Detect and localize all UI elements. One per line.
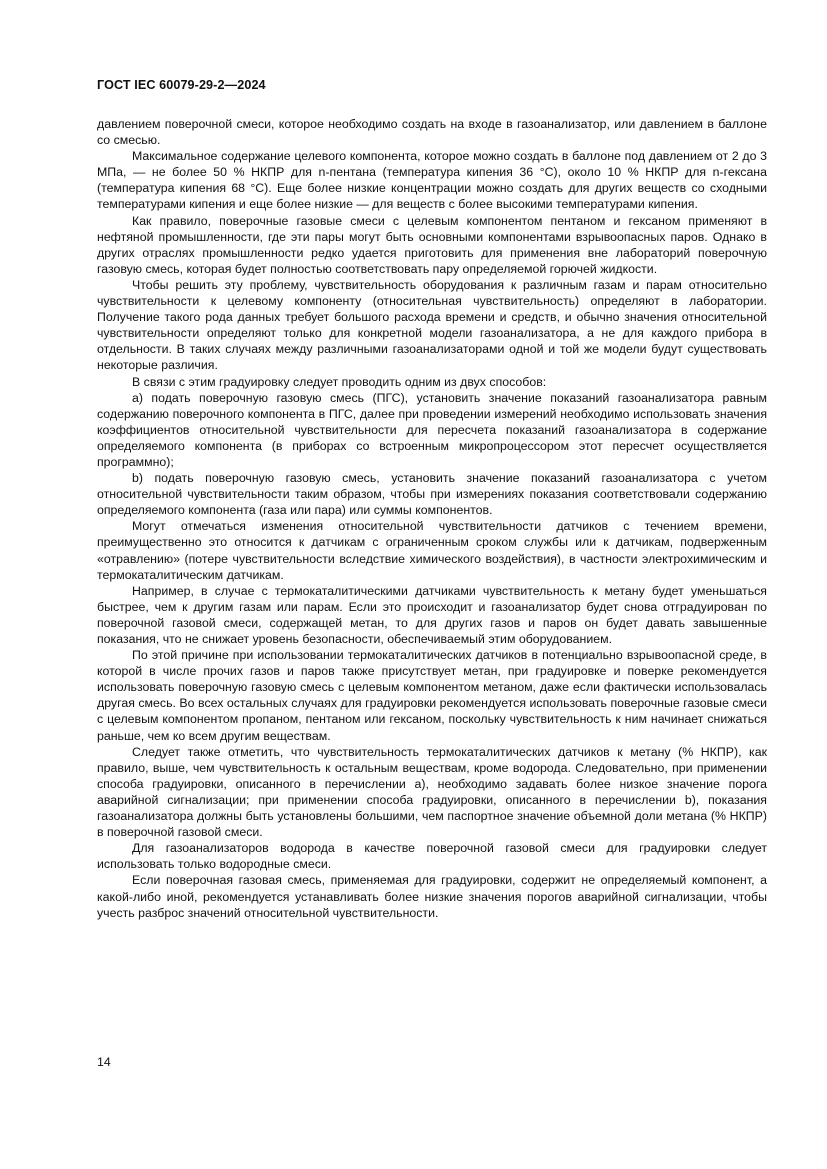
paragraph: По этой причине при использовании термокаталитических датчиков в потенциально взрывоопасной среде, в которой в числе прочих газов и паров также присутствует метан, при градуировке и поверке рекомендуется использовать поверочную газовую смесь с целевым компонентом метаном, даже если фактически использовалась другая смесь. Во всех остальных случаях для градуировки рекомендуется использовать поверочные газовые смеси с целевым компонентом пропаном, пентаном или гексаном, поскольку чувствительность к ним начинает снижаться раньше, чем ко всем другим веществам. — [97, 648, 767, 743]
list-item-b: b) подать поверочную газовую смесь, установить значение показаний газоанализатора с учетом относительной чувствительности таким образом, чтобы при измерениях показания соответствовали содержанию определяемого компонента (газа или пара) или суммы компонентов. — [97, 471, 767, 518]
paragraph: В связи с этим градуировку следует проводить одним из двух способов: — [132, 374, 547, 389]
page-number: 14 — [97, 1055, 111, 1069]
paragraph: Максимальное содержание целевого компонента, которое можно создать в баллоне под давлением от 2 до 3 МПа, — не более 50 % НКПР для n-пентана (температура кипения 36 °С), около 10 % НКПР для n-гексана (температура кипения 68 °С). Еще более низкие концентрации можно создать для других веществ со сходными температурами кипения и еще более низкие — для веществ с более высокими температурами кипения. — [97, 149, 767, 212]
list-item-a: а) подать поверочную газовую смесь (ПГС), установить значение показаний газоанализатора равным содержанию поверочного компонента в ПГС, далее при проведении измерений необходимо использовать значения коэффициентов относительной чувствительности для пересчета показаний газоанализатора в содержание определяемого компонента (в приборах со встроенным микропроцессором этот пересчет осуществляется программно); — [97, 390, 767, 469]
body-text — [97, 116, 767, 921]
paragraph: Могут отмечаться изменения относительной чувствительности датчиков с течением времени, преимущественно это относится к датчикам с ограниченным сроком службы или к датчикам, подверженным «отравлению» (потере чувствительности вследствие химического воздействия), в частности электрохимическим и термокаталитическим датчикам. — [97, 519, 767, 582]
paragraph: Например, в случае с термокаталитическими датчиками чувствительность к метану будет уменьшаться быстрее, чем к другим газам или парам. Если это происходит и газоанализатор будет снова отградуирован по поверочной газовой смеси, содержащей метан, то для других газов и паров он будет давать завышенные показания, что не снижает уровень безопасности, обеспечиваемый этим оборудованием. — [97, 583, 767, 646]
paragraph-continuation: давлением поверочной смеси, которое необходимо создать на входе в газоанализатор, или давлением в баллоне со смесью. — [97, 117, 767, 148]
paragraph: Если поверочная газовая смесь, применяемая для градуировки, содержит не определяемый компонент, а какой-либо иной, рекомендуется устанавливать более низкие значения порогов аварийной сигнализации, чтобы учесть разброс значений относительной чувствительности. — [97, 873, 767, 920]
paragraph: Как правило, поверочные газовые смеси с целевым компонентом пентаном и гексаном применяют в нефтяной промышленности, где эти пары могут быть основными компонентами взрывоопасных паров. Однако в других отраслях промышленности редко удается приготовить для применения вне лабораторий поверочную газовую смесь, которая будет полностью соответствовать пару определяемой горючей жидкости. — [97, 213, 767, 276]
paragraph: Чтобы решить эту проблему, чувствительность оборудования к различным газам и парам относительно чувствительности к целевому компоненту (относительная чувствительность) определяют в лаборатории. Получение такого рода данных требует большого расхода времени и средств, и обычно значения относительной чувствительности определяют только для конкретной модели газоанализатора, а не для каждого прибора в отдельности. В таких случаях между различными газоанализаторами одной и той же модели будут существовать некоторые различия. — [97, 277, 767, 373]
page-header: ГОСТ IEC 60079-29-2—2024 — [97, 78, 266, 92]
paragraph: Для газоанализаторов водорода в качестве поверочной газовой смеси для градуировки следует использовать только водородные смеси. — [97, 841, 767, 872]
paragraph: Следует также отметить, что чувствительность термокаталитических датчиков к метану (% НКПР), как правило, выше, чем чувствительность к остальным веществам, кроме водорода. Следовательно, при применении способа градуировки, описанного в перечислении а), необходимо задавать более низкое значение порога аварийной сигнализации; при применении способа градуировки, описанного в перечислении b), показания газоанализатора должны быть установлены большими, чем паспортное значение объемной доли метана (% НКПР) в поверочной газовой смеси. — [97, 744, 767, 840]
